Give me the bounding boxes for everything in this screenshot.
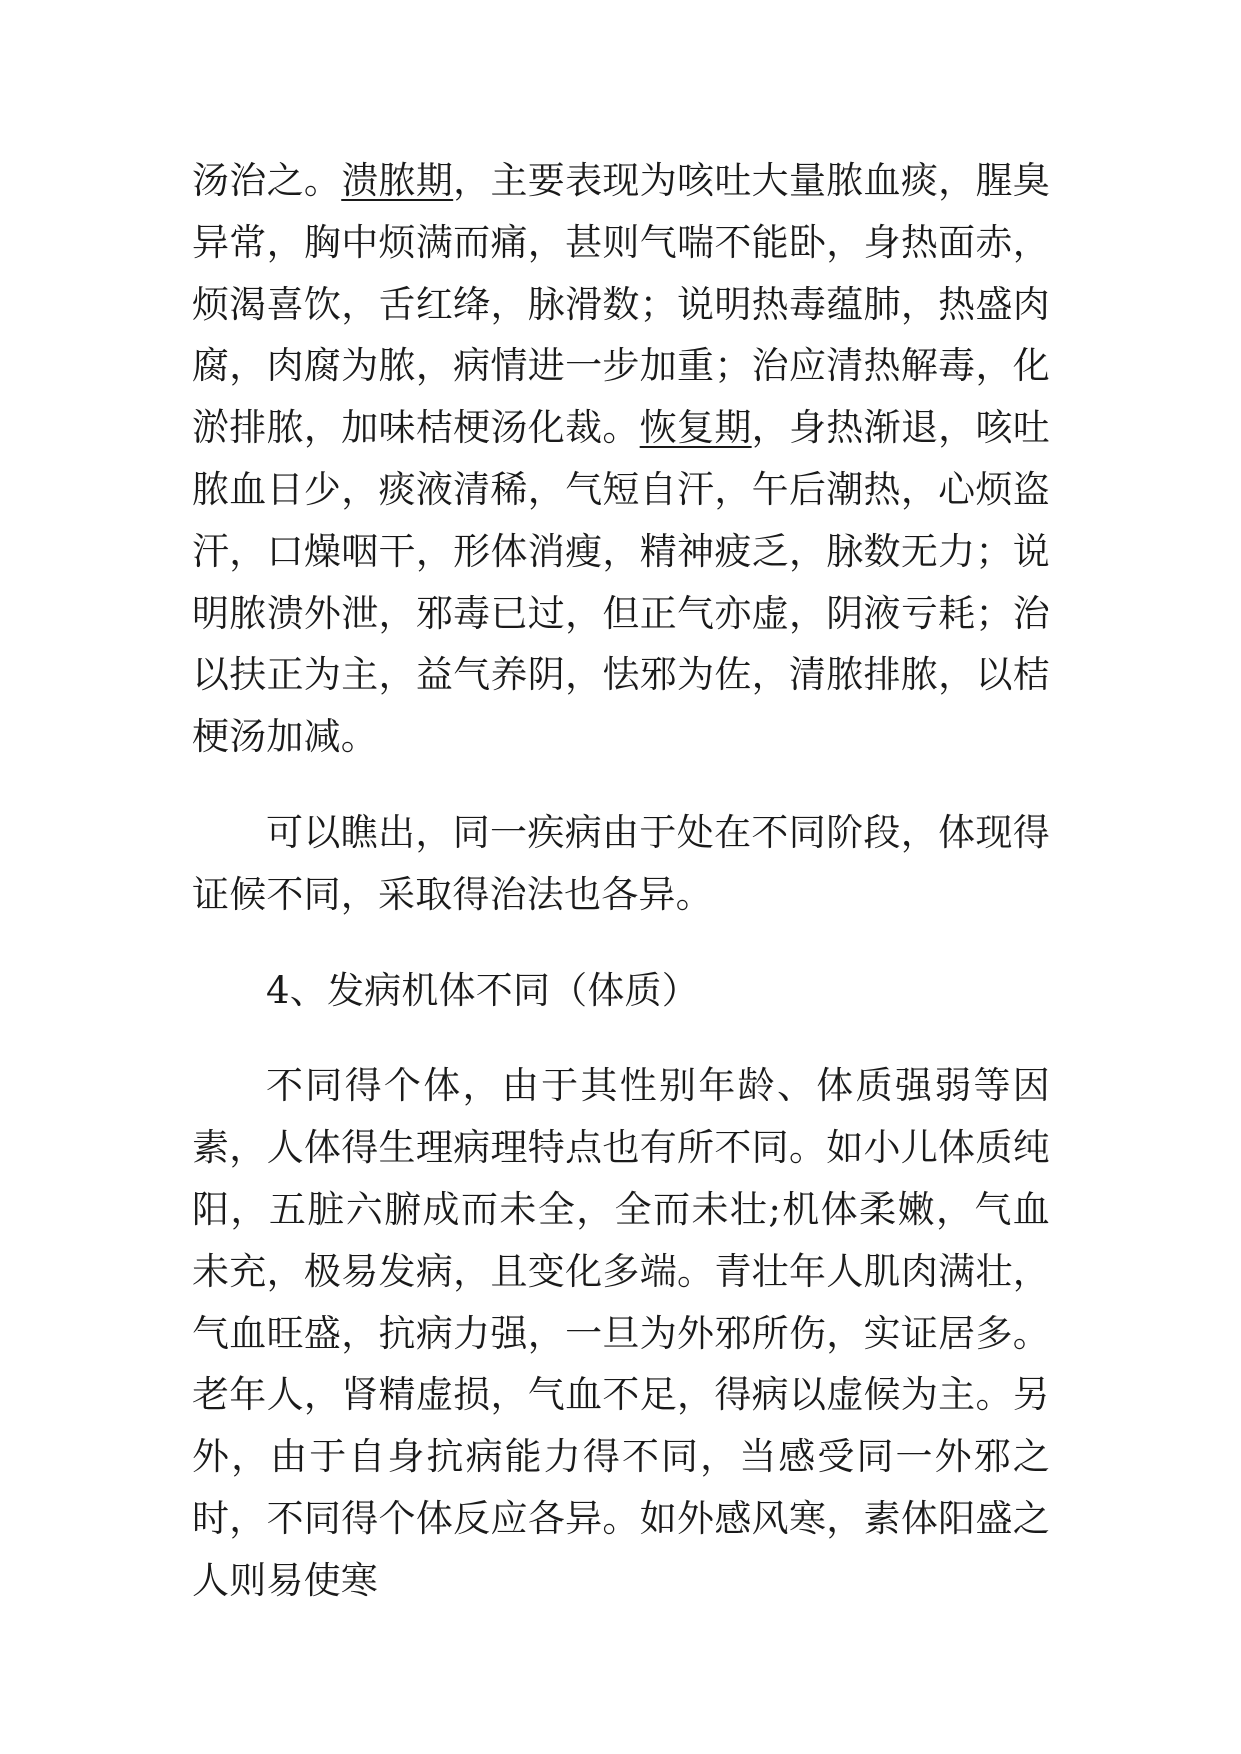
paragraph-conclusion: 可以瞧出，同一疾病由于处在不同阶段，体现得证候不同，采取得治法也各异。 — [192, 810, 1050, 916]
document-page — [192, 150, 1050, 1612]
section-heading: 4、发病机体不同（体质） — [266, 968, 699, 1012]
text-run: ，身热渐退，咳吐脓血日少，痰液清稀，气短自汗，午后潮热，心烦盗汗，口燥咽干，形体消瘦，精神疲乏，脉数无力；说明脓溃外泄，邪毒已过，但正气亦虚，阴液亏耗；治以扶正为主，益气养阴，怯邪为佐，清脓排脓，以桔梗汤加减。 — [192, 406, 1050, 759]
paragraph-lung-abscess-stages — [192, 150, 1050, 768]
paragraph-spacer — [192, 1021, 1050, 1055]
paragraph-spacer — [192, 926, 1050, 960]
paragraph-spacer — [192, 768, 1050, 802]
text-run: ，主要表现为咳吐大量脓血痰，腥臭异常，胸中烦满而痛，甚则气喘不能卧，身热面赤，烦渴喜饮，舌红绛，脉滑数；说明热毒蕴肺，热盛肉腐，肉腐为脓，病情进一步加重；治应清热解毒，化淤排脓，加味桔梗汤化裁。 — [192, 159, 1050, 450]
paragraph-constitution: 不同得个体，由于其性别年龄、体质强弱等因素，人体得生理病理特点也有所不同。如小儿体质纯阳，五脏六腑成而未全，全而未壮;机体柔嫩，气血未充，极易发病，且变化多端。青壮年人肌肉满壮，气血旺盛，抗病力强，一旦为外邪所伤，实证居多。老年人，肾精虚损，气血不足，得病以虚候为主。另外，由于自身抗病能力得不同，当感受同一外邪之时，不同得个体反应各异。如外感风寒，素体阳盛之人则易使寒 — [192, 1064, 1050, 1602]
text-run: 汤治之。 — [192, 159, 342, 202]
underlined-term-ulceration-stage: 溃脓期 — [341, 159, 454, 202]
underlined-term-recovery-stage: 恢复期 — [639, 406, 752, 450]
